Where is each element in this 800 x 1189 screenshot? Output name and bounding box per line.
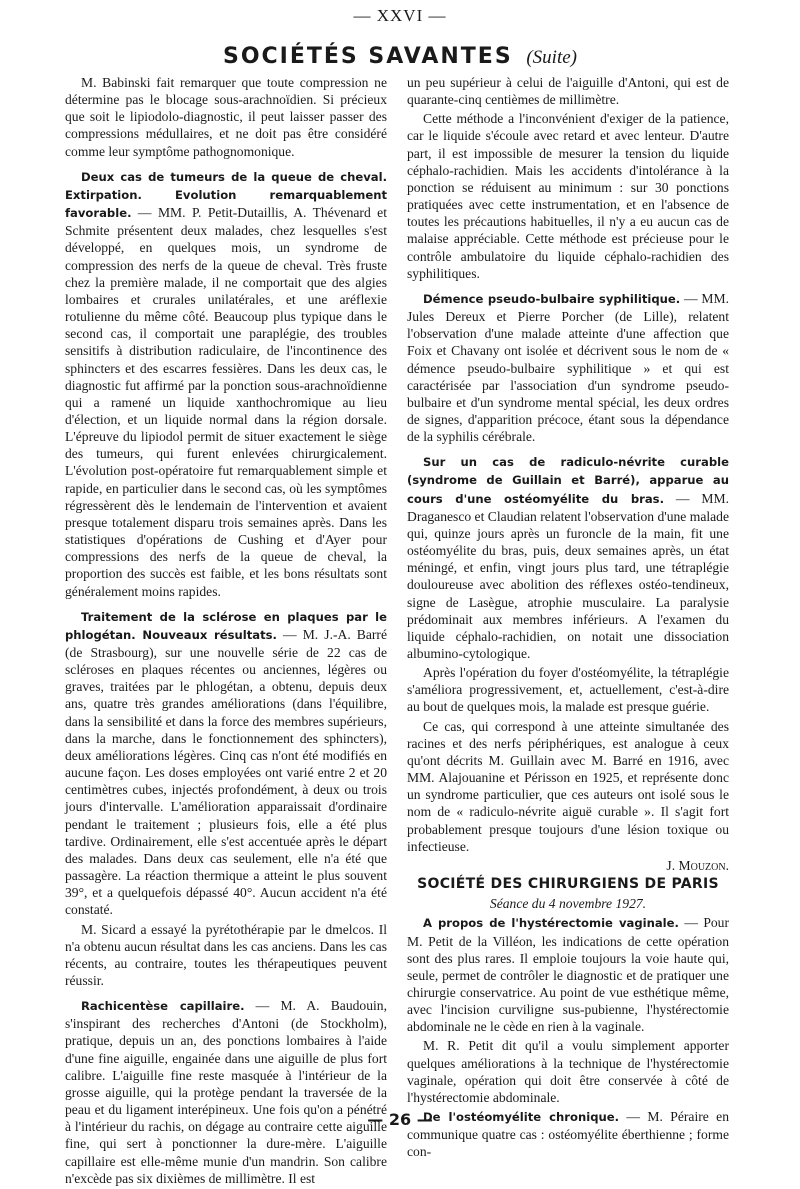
page-roman-numeral: — XXVI — [353,6,447,25]
article-tumeurs-queue-de-cheval [65,168,387,600]
paragraph-babinski: M. Babinski fait remarquer que toute compression ne détermine pas le blocage sous-arachnoïdien. Si précieux que soit le lipiodolo-diagnostic, il peut laisser passer des compressions médullaires, et ne doit pas être considéré comme leur symptôme pathognomonique. [65,75,387,159]
article-heading: Traitement de la sclérose en plaques par le phlogétan. Nouveaux résultats. [65,609,387,642]
article-phlogetan [65,608,387,919]
article-heading: De l'ostéomyélite chronique. [423,1110,620,1125]
paragraph-continuation: un peu supérieur à celui de l'aiguille d'Antoni, qui est de quarante-cinq centièmes de millimètre. [407,75,729,108]
article-body: — MM. Jules Dereux et Pierre Porcher (de Lille), relatent l'observation d'une malade atteinte d'une affection que Foix et Chavany ont isolée et décrivent sous le nom de « démence pseudo-bulbaire syphilitique » et qui est caractérisée par l'association d'un syndrome pseudo-bulbaire et d'un syndrome mental spécial, les deux ordres de signes, d'apparition précoce, étant sous la dépendance de la syphilis cérébrale. [407,290,730,445]
article-hysterectomie [407,914,729,1035]
article-heading: A propos de l'hystérectomie vaginale. [423,916,679,931]
page-title-text: SOCIÉTÉS SAVANTES [222,44,513,69]
page-title-suffix: (Suite) [526,47,577,68]
left-column [65,74,387,1189]
paragraph-petit: M. R. Petit dit qu'il a voulu simplement apporter quelques améliorations à la technique de l'hystérectomie vaginale, opération qui doit être conservée à côté de l'hystérectomie abdominale. [407,1038,729,1105]
section-date: Séance du 4 novembre 1927. [489,896,647,912]
signature [407,857,729,874]
article-rachicentese [65,997,387,1187]
signature-text: J. Mouzon. [666,857,729,873]
article-demence-pseudo-bulbaire [407,290,729,445]
article-radiculo-nevrite [407,453,729,662]
article-heading: Sur un cas de radiculo-névrite curable (syndrome de Guillain et Barré), apparue au cours d'une ostéomyélite du bras. [407,455,729,506]
paragraph-methode: Cette méthode a l'inconvénient d'exiger de la patience, car le liquide s'écoule avec retard et avec lenteur. D'autre part, il est impossible de mesurer la tension du liquide céphalo-rachidien. Mais les accidents d'intolérance à la ponction se réduisent au minimum : sur 30 ponctions pratiquées avec cette instrumentation, et en l'absence de toutes les précautions habituelles, il n'y a eu aucun cas de malaise appréciable. Cette méthode est précieuse pour le contrôle ambulatoire du liquide céphalo-rachidien des syphilitiques. [407,111,729,281]
paragraph-ce-cas: Ce cas, qui correspond à une atteinte simultanée des racines et des nerfs périphériques, est analogue à ceux qu'ont décrits M. Guillain avec M. Barré en 1916, avec MM. Alajouanine et Périsson en 1925, et représente donc un syndrome particulier, que ces auteurs ont isolé sous le nom de « radiculo-névrite aiguë curable ». Il s'agit fort probablement presque toujours d'une lésion toxique ou infectieuse. [407,718,729,854]
paragraph-sicard: M. Sicard a essayé la pyrétothérapie par le dmelcos. Il n'a obtenu aucun résultat dans les cas anciens. Dans les cas récents, au contraire, toutes les thérapeutiques peuvent réussir. [65,921,387,988]
article-body: — M. Péraire en communique quatre cas : ostéomyélite éberthienne ; forme con- [407,1109,730,1160]
article-body: — MM. P. Petit-Dutaillis, A. Thévenard et Schmite présentent deux malades, chez lesquelles s'est développé, en quelques mois, un syndrome de compression des nerfs de la queue de cheval. Très fruste chez la première malade, il ne comportait que des algies lombaires et crurales unilatérales, et une aréflexie rotulienne du même côté. Beaucoup plus typique dans le second cas, il comportait une paraplégie, des troubles sensitifs à distribution radiculaire, de l'incontinence des sphincters et des escarres fessières. Dans les deux cas, le diagnostic fut affirmé par la ponction sous-arachnoïdienne qui a ramené un liquide xanthochromique au lieu d'élection, et un liquide normal dans la région dorsale. L'épreuve du lipiodol permit de situer exactement le siège des tumeurs, qui furent enlevées chirurgicalement. L'évolution post-opératoire fut remarquablement simple et rapide, en particulier dans le second cas, où les symptômes régressèrent dès le lendemain de l'intervention et avaient presque totalement disparu trois semaines après. Dans les statistiques d'opérations de Cushing et d'Ayer pour compressions des nerfs de la queue de cheval, la proportion des succès est faible, et les bons résultats sont généralement moins rapides. [65,205,387,599]
article-heading: Démence pseudo-bulbaire syphilitique. [423,291,681,306]
section-heading: SOCIÉTÉ DES CHIRURGIENS DE PARIS [417,876,719,893]
article-body: — M. A. Baudouin, s'inspirant des recherches d'Antoni (de Stockholm), pratique, depuis un an, des ponctions lombaires à l'aide d'une fine aiguille, engainée dans une aiguille de plus fort calibre. L'aiguille fine reste masquée à l'intérieur de la grosse aiguille, qui la protège pendant la traversée de la peau et du ligament interépineux. Une fois qu'on a pénétré à l'intérieur du rachis, on dégage au contraire cette aiguille fine, qui sert à ponctionner la dure-mère. L'aiguille capillaire est elle-même munie d'un mandrin. Son calibre n'excède pas six dixièmes de millimètre. Il est [65,998,387,1186]
article-body: — M. J.-A. Barré (de Strasbourg), sur une nouvelle série de 22 cas de scléroses en plaques récentes ou anciennes, légères ou graves, traitées par le phlogétan, a obtenu, depuis deux ans, quatre très grandes améliorations (dans l'équilibre, dans la sensibilité et dans la force des membres supérieurs, dans la marche, dans le fonctionnement des sphincters), deux améliorations légères. Cinq cas n'ont été modifiés en aucune façon. Les doses employées ont varié entre 2 et 20 centimètres cubes, injectés profondément, à deux ou trois jours d'intervalle. L'amélioration apparaissait d'ordinaire pendant le traitement ; plusieurs fois, elle a été plus tardive. Ordinairement, elle s'est accentuée après le départ des malades. Dans deux cas seulement, elle n'a été que passagère. La réaction thermique a atteint le plus souvent 39°, et a quelquefois dépassé 40°. Aucun accident n'a été constaté. [65,626,387,918]
article-heading: Deux cas de tumeurs de la queue de cheval. Extirpation. Evolution remarquablement favorable. [65,169,387,221]
article-heading: Rachicentèse capillaire. [81,999,245,1014]
article-body: — MM. Draganesco et Claudian relatent l'observation d'une malade qui, quinze jours après un furoncle de la main, fit une ostéomyélite du bras, puis, deux semaines après, un état méningé, et enfin, vingt jours plus tard, une tétraplégie douloureuse avec abolition des réflexes ostéo-tendineux, signe de Lasègue, atrophie musculaire. La paralysie prédominait aux membres inférieurs. A l'examen du liquide céphalo-rachidien, on notait une dissociation albumino-cytologique. [407,490,729,661]
right-column [407,74,729,1163]
page-title [0,44,800,69]
page-number: — 26 — [367,1110,433,1129]
paragraph-operation: Après l'opération du foyer d'ostéomyélite, la tétraplégie s'améliora progressivement, et, actuellement, c'est-à-dire au bout de quelques mois, la malade est presque guérie. [407,665,729,715]
article-body: — Pour M. Petit de la Villéon, les indications de cette opération sont des plus rares. Il emploie toujours la voie haute qui, seule, permet de contrôler le diagnostic et de pratiquer une chirurgie conservatrice. Au point de vue esthétique même, avec l'incision curviligne sus-pubienne, l'hystérectomie abdominale ne le cède en rien à la vaginale. [407,915,729,1035]
